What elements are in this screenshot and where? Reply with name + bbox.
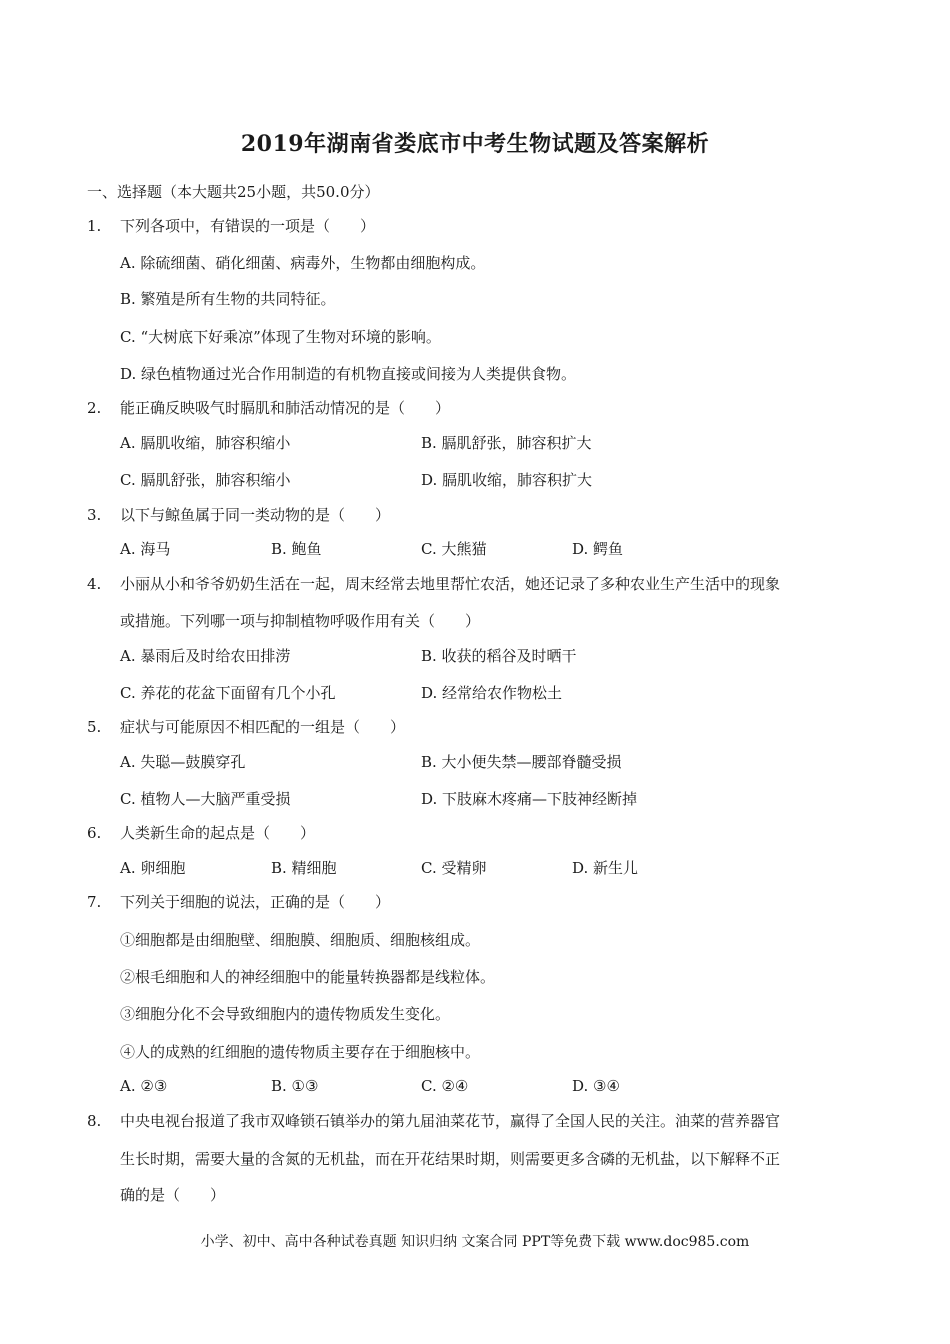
statement-1: ①细胞都是由细胞壁、细胞膜、细胞质、细胞核组成。 bbox=[120, 931, 481, 949]
option-a: A. 暴雨后及时给农田排涝 bbox=[120, 647, 291, 665]
question-stem-continued: 确的是（ ） bbox=[120, 1186, 226, 1204]
question-number: 5. bbox=[87, 718, 102, 736]
option-b: B. 收获的稻谷及时晒干 bbox=[421, 647, 577, 665]
option-d: D. 经常给农作物松土 bbox=[421, 684, 563, 702]
question-number: 7. bbox=[87, 893, 102, 911]
option-a: A. 膈肌收缩，肺容积缩小 bbox=[120, 434, 291, 452]
option-c: C. 膈肌舒张，肺容积缩小 bbox=[120, 471, 291, 489]
option-a: A. 海马 bbox=[120, 540, 171, 558]
option-a: A. 除硫细菌、硝化细菌、病毒外，生物都由细胞构成。 bbox=[120, 254, 486, 272]
question-stem-continued: 或措施。下列哪一项与抑制植物呼吸作用有关（ ） bbox=[120, 612, 481, 630]
section-heading: 一、选择题（本大题共25小题，共50.0分） bbox=[87, 183, 380, 201]
option-d: D. 膈肌收缩，肺容积扩大 bbox=[421, 471, 593, 489]
option-d: D. 新生儿 bbox=[572, 859, 639, 877]
option-d: D. 绿色植物通过光合作用制造的有机物直接或间接为人类提供食物。 bbox=[120, 365, 577, 383]
option-b: B. 大小便失禁—腰部脊髓受损 bbox=[421, 753, 622, 771]
option-a: A. 卵细胞 bbox=[120, 859, 186, 877]
question-number: 3. bbox=[87, 506, 102, 524]
question-number: 4. bbox=[87, 575, 102, 593]
option-c: C. 植物人—大脑严重受损 bbox=[120, 790, 291, 808]
option-d: D. 下肢麻木疼痛—下肢神经断掉 bbox=[421, 790, 638, 808]
option-c: C. 养花的花盆下面留有几个小孔 bbox=[120, 684, 336, 702]
statement-3: ③细胞分化不会导致细胞内的遗传物质发生变化。 bbox=[120, 1005, 451, 1023]
question-stem-continued: 生长时期，需要大量的含氮的无机盐，而在开花结果时期，则需要更多含磷的无机盐，以下解释不正 bbox=[120, 1150, 781, 1168]
option-a: A. ②③ bbox=[120, 1077, 168, 1095]
option-b: B. ①③ bbox=[271, 1077, 319, 1095]
question-stem: 下列各项中，有错误的一项是（ ） bbox=[120, 217, 376, 235]
option-b: B. 精细胞 bbox=[271, 859, 337, 877]
question-number: 2. bbox=[87, 399, 102, 417]
statement-2: ②根毛细胞和人的神经细胞中的能量转换器都是线粒体。 bbox=[120, 968, 496, 986]
option-b: B. 繁殖是所有生物的共同特征。 bbox=[120, 290, 336, 308]
option-b: B. 膈肌舒张，肺容积扩大 bbox=[421, 434, 592, 452]
question-stem: 以下与鲸鱼属于同一类动物的是（ ） bbox=[120, 506, 391, 524]
question-stem: 下列关于细胞的说法，正确的是（ ） bbox=[120, 893, 391, 911]
option-d: D. 鳄鱼 bbox=[572, 540, 624, 558]
question-number: 8. bbox=[87, 1112, 102, 1130]
page-title: 2019年湖南省娄底市中考生物试题及答案解析 bbox=[240, 131, 710, 157]
question-stem: 小丽从小和爷爷奶奶生活在一起，周末经常去地里帮忙农活，她还记录了多种农业生产生活中的现象 bbox=[120, 575, 781, 593]
option-c: C. 受精卵 bbox=[421, 859, 487, 877]
option-c: C. 大熊猫 bbox=[421, 540, 487, 558]
option-d: D. ③④ bbox=[572, 1077, 620, 1095]
page-footer: 小学、初中、高中各种试卷真题 知识归纳 文案合同 PPT等免费下载 www.doc985.com bbox=[200, 1234, 750, 1250]
option-c: C. “大树底下好乘凉”体现了生物对环境的影响。 bbox=[120, 328, 441, 346]
option-c: C. ②④ bbox=[421, 1077, 469, 1095]
statement-4: ④人的成熟的红细胞的遗传物质主要存在于细胞核中。 bbox=[120, 1043, 481, 1061]
question-stem: 能正确反映吸气时膈肌和肺活动情况的是（ ） bbox=[120, 399, 451, 417]
question-stem: 人类新生命的起点是（ ） bbox=[120, 824, 316, 842]
option-a: A. 失聪—鼓膜穿孔 bbox=[120, 753, 246, 771]
question-number: 6. bbox=[87, 824, 102, 842]
question-stem: 中央电视台报道了我市双峰锁石镇举办的第九届油菜花节，赢得了全国人民的关注。油菜的营养器官 bbox=[120, 1112, 781, 1130]
question-stem: 症状与可能原因不相匹配的一组是（ ） bbox=[120, 718, 406, 736]
option-b: B. 鲍鱼 bbox=[271, 540, 322, 558]
question-number: 1. bbox=[87, 217, 102, 235]
